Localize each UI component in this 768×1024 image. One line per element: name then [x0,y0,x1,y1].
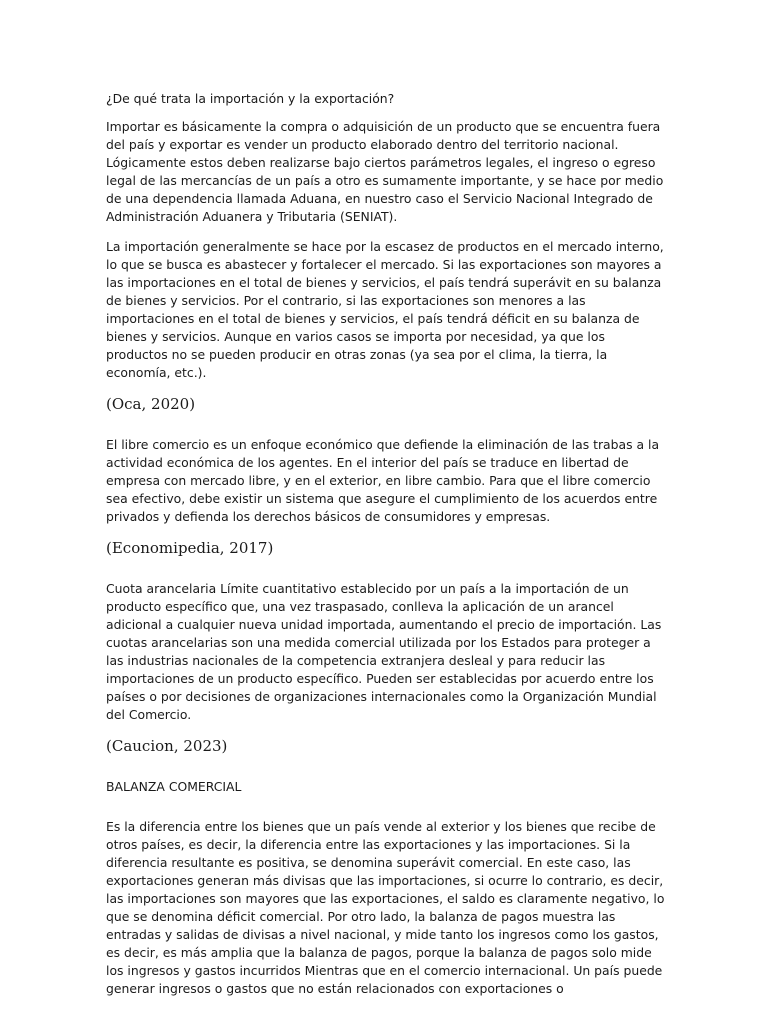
paragraph-libre-comercio: El libre comercio es un enfoque económico que defiende la eliminación de las trabas a la actividad económica de los agentes. En el interior del país se traduce en libertad de empresa con mercado libre, y en el exterior, en libre cambio. Para que el libre comercio sea efectivo, debe existir un sistema que asegure el cumplimiento de los acuerdos entre privados y defienda los derechos básicos de consumidores y empresas. [106,437,660,524]
citation-oca: (Oca, 2020) [106,395,196,413]
citation-caucion: (Caucion, 2023) [106,737,228,755]
citation-economipedia: (Economipedia, 2017) [106,539,274,557]
paragraph-importar: Importar es básicamente la compra o adquisición de un producto que se encuentra fuera del país y exportar es vender un producto elaborado dentro del territorio nacional. Lógicamente estos deben realizarse bajo ciertos parámetros legales, el ingreso o egreso legal de las mercancías de un país a otro es sumamente importante, y se hace por medio de una dependencia llamada Aduana, en nuestro caso el Servicio Nacional Integrado de Administración Aduanera y Tributaria (SENIAT). [106,119,664,224]
paragraph-importacion: La importación generalmente se hace por la escasez de productos en el mercado interno, lo que se busca es abastecer y fortalecer el mercado. Si las exportaciones son mayores a las importaciones en el total de bienes y servicios, el país tendrá superávit en su balanza de bienes y servicios. Por el contrario, si las exportaciones son menores a las importaciones en el total de bienes y servicios, el país tendrá déficit en su balanza de bienes y servicios. Aunque en varios casos se importa por necesidad, ya que los productos no se pueden producir en otras zonas (ya sea por el clima, la tierra, la economía, etc.). [106,239,664,380]
question-title: ¿De qué trata la importación y la exportación? [106,91,395,106]
document-body [106,90,666,1010]
paragraph-cuota-arancelaria: Cuota arancelaria Límite cuantitativo establecido por un país a la importación de un producto específico que, una vez traspasado, conlleva la aplicación de un arancel adicional a cualquier nueva unidad importada, aumentando el precio de importación. Las cuotas arancelarias son una medida comercial utilizada por los Estados para proteger a las industrias nacionales de la competencia extranjera desleal y para reducir las importaciones de un producto específico. Pueden ser establecidas por acuerdo entre los países o por decisiones de organizaciones internacionales como la Organización Mundial del Comercio. [106,581,662,722]
section-heading: BALANZA COMERCIAL [106,779,242,794]
paragraph-balanza-comercial: Es la diferencia entre los bienes que un país vende al exterior y los bienes que recibe de otros países, es decir, la diferencia entre las exportaciones y las importaciones. Si la diferencia resultante es positiva, se denomina superávit comercial. En este caso, las exportaciones generan más divisas que las importaciones, si ocurre lo contrario, es decir, las importaciones son mayores que las exportaciones, el saldo es claramente negativo, lo que se denomina déficit comercial. Por otro lado, la balanza de pagos muestra las entradas y salidas de divisas a nivel nacional, y mide tanto los ingresos como los gastos, es decir, es más amplia que la balanza de pagos, porque la balanza de pagos solo mide los ingresos y gastos incurridos Mientras que en el comercio internacional. Un país puede generar ingresos o gastos que no están relacionados con exportaciones o [106,819,665,996]
